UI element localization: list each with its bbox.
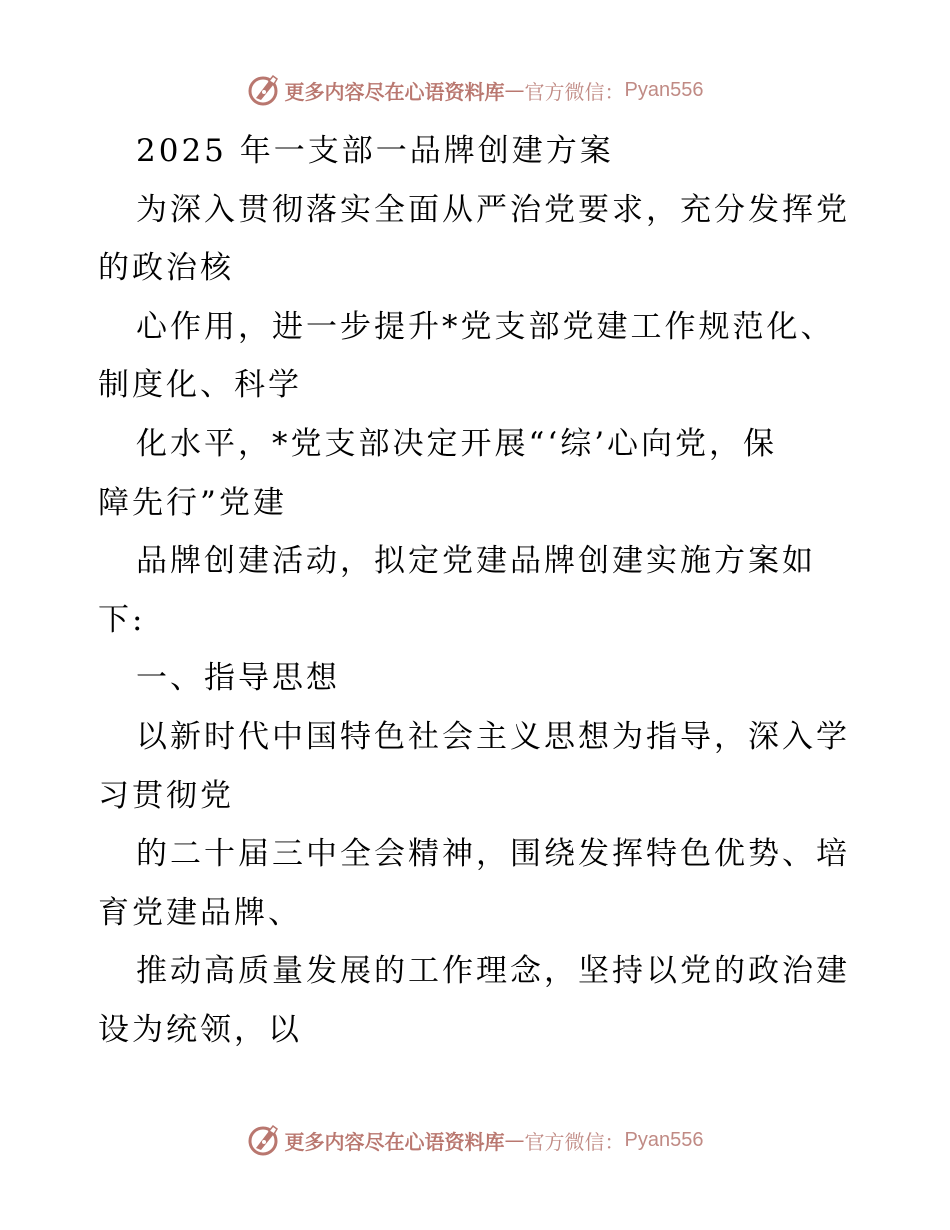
paragraph-line: 习贯彻党: [98, 777, 234, 814]
paragraph-line: 心作用，进一步提升*党支部党建工作规范化、: [136, 308, 835, 345]
paragraph-line: 设为统领，以: [98, 1011, 302, 1048]
paragraph-line: 化水平，*党支部决定开展“‘综’心向党，保: [136, 425, 778, 462]
watermark-wechat-id: Pyan556: [624, 78, 704, 101]
document-body: [98, 122, 858, 1060]
paragraph-line: 的二十届三中全会精神，围绕发挥特色优势、培: [136, 836, 850, 873]
pen-nib-circle-icon: [247, 1123, 281, 1157]
pen-nib-circle-icon: [247, 73, 281, 107]
paragraph-line: 推动高质量发展的工作理念，坚持以党的政治建: [136, 953, 850, 990]
paragraph-line: 为深入贯彻落实全面从严治党要求，充分发挥党: [136, 191, 850, 228]
paragraph-line: 品牌创建活动，拟定党建品牌创建实施方案如: [136, 543, 816, 580]
header-watermark: [0, 70, 950, 110]
watermark-brand: 更多内容尽在心语资料库: [284, 79, 505, 104]
paragraph-line: 以新时代中国特色社会主义思想为指导，深入学: [136, 718, 850, 755]
watermark-brand: 更多内容尽在心语资料库: [284, 1129, 505, 1154]
paragraph-line: 制度化、科学: [98, 367, 302, 404]
watermark-wechat-label: 官方微信：: [524, 79, 625, 104]
paragraph-line: 的政治核: [98, 250, 234, 287]
document-title: 2025 年一支部一品牌创建方案: [136, 133, 614, 169]
watermark-dash: —: [504, 78, 525, 102]
watermark-dash: —: [504, 1128, 525, 1152]
section-heading: 一、指导思想: [136, 660, 340, 697]
paragraph-line: 育党建品牌、: [98, 894, 302, 931]
paragraph-line: 障先行”党建: [98, 484, 287, 521]
watermark-wechat-label: 官方微信：: [524, 1129, 625, 1154]
watermark-wechat-id: Pyan556: [624, 1128, 704, 1151]
footer-watermark: [0, 1120, 950, 1160]
paragraph-line: 下:: [98, 601, 146, 638]
